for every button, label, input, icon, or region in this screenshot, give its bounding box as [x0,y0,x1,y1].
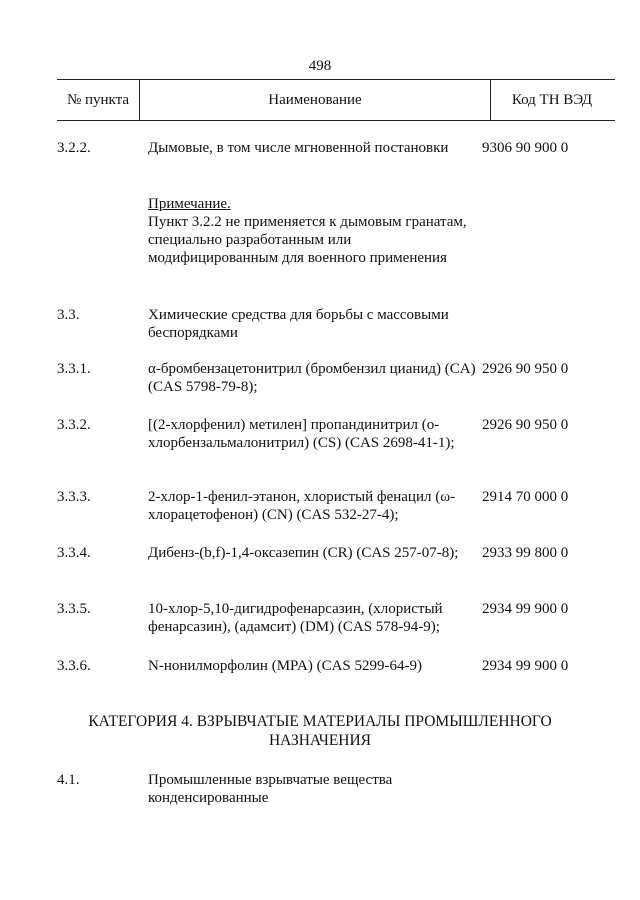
header-item-number: № пункта [66,92,130,108]
item-number: 3.3.4. [57,545,91,561]
item-code: 2934 99 900 0 [482,658,569,674]
item-code: 2933 99 800 0 [482,545,569,561]
note-title: Примечание. [148,196,231,212]
item-name: α-бромбензацетонитрил (бромбензил цианид) (CA) (CAS 5798-79-8); [148,361,476,395]
item-name: [(2-хлорфенил) метилен] пропандинитрил (о-хлорбензальмалонитрил) (CS) (CAS 2698-41-1); [148,417,455,451]
item-code: 9306 90 900 0 [482,140,569,156]
header-name: Наименование [139,80,491,120]
item-name: Дибенз-(b,f)-1,4-оксазепин (CR) (CAS 257-07-8); [148,545,459,561]
header-code: Код ТН ВЭД [511,92,593,108]
category-heading-line1: КАТЕГОРИЯ 4. ВЗРЫВЧАТЫЕ МАТЕРИАЛЫ ПРОМЫШЛЕННОГО [88,713,552,730]
item-name: Промышленные взрывчатые вещества конденсированные [148,772,393,806]
item-code: 2934 99 900 0 [482,601,569,617]
item-name: Дымовые, в том числе мгновенной постановки [148,140,449,156]
item-number: 4.1. [57,772,80,788]
category-heading-line2: НАЗНАЧЕНИЯ [268,732,372,749]
item-number: 3.2.2. [57,140,91,156]
item-name: 10-хлор-5,10-дигидрофенарсазин, (хлористый фенарсазин), (адамсит) (DM) (CAS 578-94-9); [148,601,443,635]
item-code: 2914 70 000 0 [482,489,569,505]
page-number: 498 [308,58,332,74]
note-block [148,195,468,267]
item-name: 2-хлор-1-фенил-этанон, хлористый фенацил (ω-хлорацетофенон) (CN) (CAS 532-27-4); [148,489,456,523]
item-number: 3.3.3. [57,489,91,505]
note-text: Пункт 3.2.2 не применяется к дымовым гранатам, специально разработанным или модифицированным для военного применения [148,214,467,266]
item-number: 3.3.1. [57,361,91,377]
item-number: 3.3.2. [57,417,91,433]
item-name: Химические средства для борьбы с массовыми беспорядками [148,307,449,341]
table-header [57,79,615,121]
item-name: N-нонилморфолин (MPA) (CAS 5299-64-9) [148,658,422,674]
category-heading [30,712,610,750]
item-code: 2926 90 950 0 [482,361,569,377]
item-number: 3.3.6. [57,658,91,674]
item-number: 3.3. [57,307,80,323]
item-code: 2926 90 950 0 [482,417,569,433]
item-number: 3.3.5. [57,601,91,617]
